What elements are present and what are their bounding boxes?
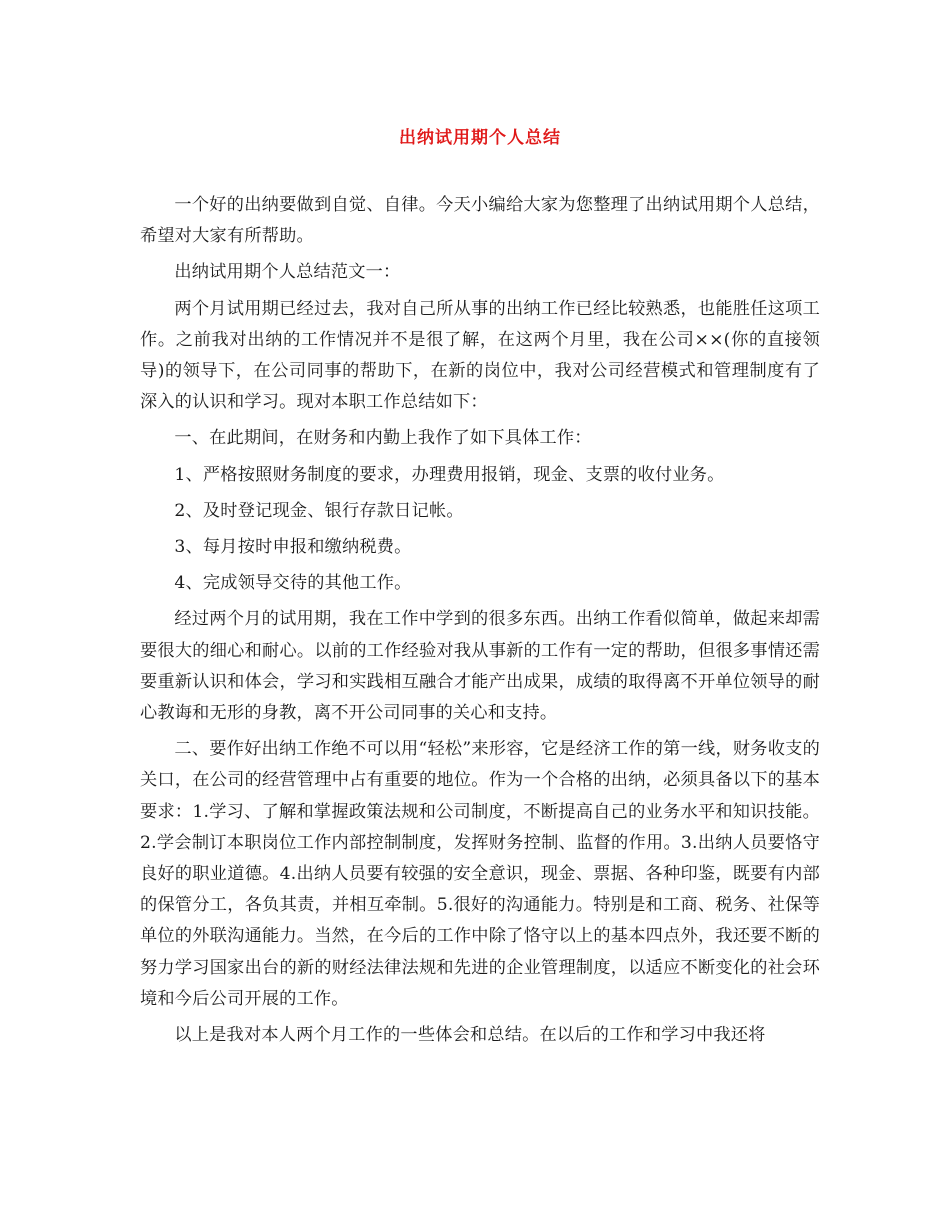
paragraph-conclusion: 以上是我对本人两个月工作的一些体会和总结。在以后的工作和学习中我还将 (174, 1025, 766, 1046)
paragraph-experience: 经过两个月的试用期，我在工作中学到的很多东西。出纳工作看似简单，做起来却需要很大的细心和耐心。以前的工作经验对我从事新的工作有一定的帮助，但很多事情还需要重新认识和体会，学习和实践相互融合才能产出成果，成绩的取得离不开单位领导的耐心教诲和无形的身教，离不开公司同事的关心和支持。 (140, 609, 820, 724)
paragraph-intro: 一个好的出纳要做到自觉、自律。今天小编给大家为您整理了出纳试用期个人总结，希望对大家有所帮助。 (140, 195, 820, 247)
paragraph-item-2: 2、及时登记现金、银行存款日记帐。 (174, 500, 464, 521)
paragraph-section-two: 二、要作好出纳工作绝不可以用“轻松”来形容，它是经济工作的第一线，财务收支的关口，在公司的经营管理中占有重要的地位。作为一个合格的出纳，必须具备以下的基本要求：1.学习、了解和掌握政策法规和公司制度，不断提高自己的业务水平和知识技能。2.学会制订本职岗位工作内部控制制度，发挥财务控制、监督的作用。3.出纳人员要恪守良好的职业道德。4.出纳人员要有较强的安全意识，现金、票据、各种印鉴，既要有内部的保管分工，各负其责，并相互牵制。5.很好的沟通能力。特别是和工商、税务、社保等单位的外联沟通能力。当然，在今后的工作中除了恪守以上的基本四点外，我还要不断的努力学习国家出台的新的财经法律法规和先进的企业管理制度，以适应不断变化的社会环境和今后公司开展的工作。 (140, 739, 820, 1009)
paragraph-overview: 两个月试用期已经过去，我对自己所从事的出纳工作已经比较熟悉，也能胜任这项工作。之前我对出纳的工作情况并不是很了解，在这两个月里，我在公司××(你的直接领导)的领导下，在公司同事的帮助下，在新的岗位中，我对公司经营模式和管理制度有了深入的认识和学习。现对本职工作总结如下： (140, 298, 820, 413)
paragraph-section-one: 一、在此期间，在财务和内勤上我作了如下具体工作： (174, 428, 592, 449)
document-page (140, 0, 820, 1230)
paragraph-item-1: 1、严格按照财务制度的要求，办理费用报销，现金、支票的收付业务。 (174, 464, 725, 485)
document-title: 出纳试用期个人总结 (399, 128, 561, 148)
paragraph-item-3: 3、每月按时申报和缴纳税费。 (174, 537, 412, 558)
paragraph-item-4: 4、完成领导交待的其他工作。 (174, 573, 412, 594)
document-body (140, 190, 820, 1056)
paragraph-sample-heading: 出纳试用期个人总结范文一： (174, 262, 401, 283)
